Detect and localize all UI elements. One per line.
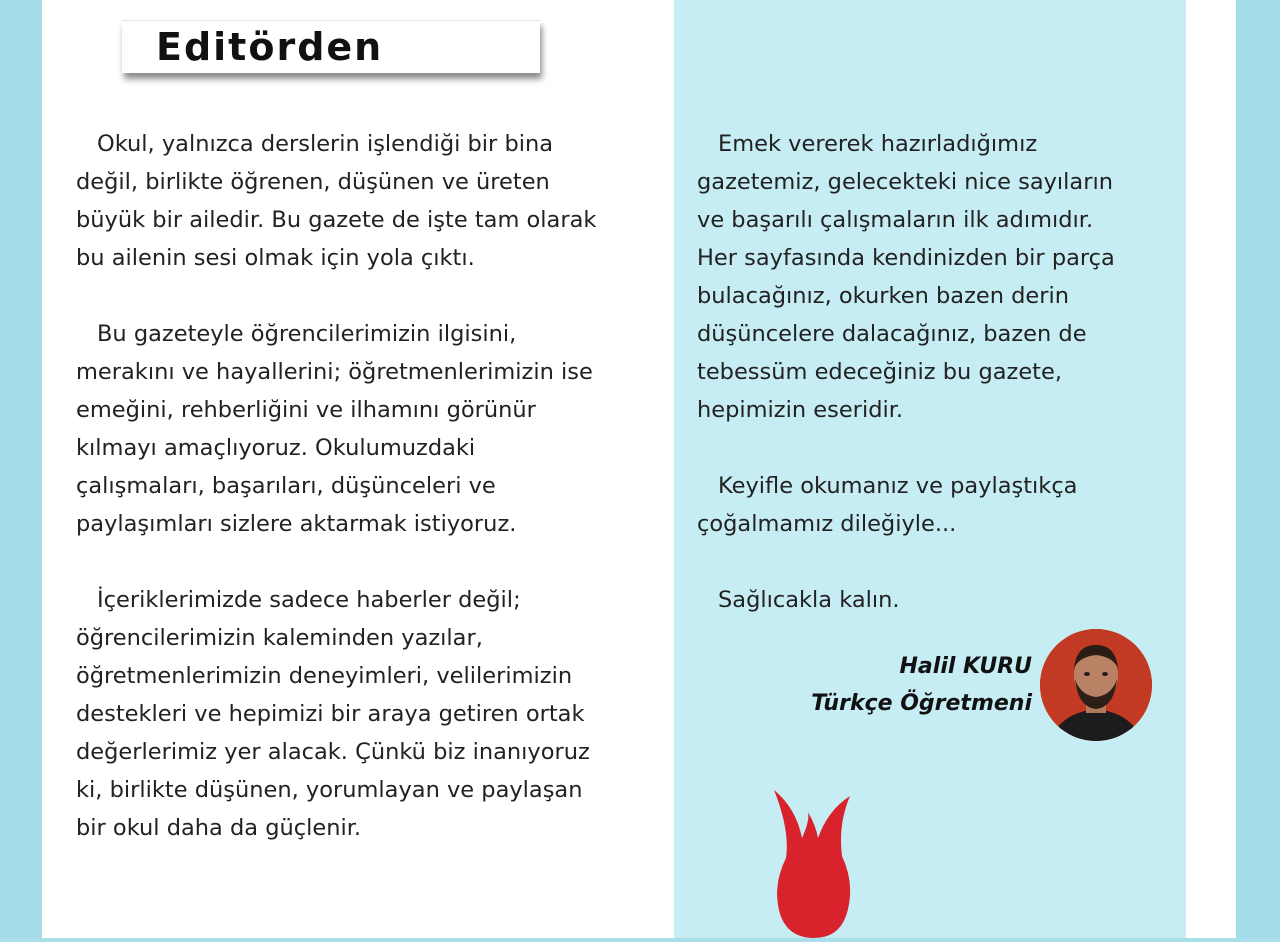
right-text-column (697, 125, 1183, 657)
paragraph: Bu gazeteyle öğrencilerimizin ilgisini, merakını ve hayallerini; öğretmenlerimizin ise emeğini, rehberliğini ve ilhamını görünür kılmayı amaçlıyoruz. Okulumuzdaki çalışmaları, başarıları, düşünceleri ve paylaşımları sizlere aktarmak istiyoruz. (76, 321, 593, 537)
paragraph: Keyifle okumanız ve paylaştıkça çoğalmamız dileğiyle... (697, 473, 1078, 537)
paragraph: Sağlıcakla kalın. (718, 587, 900, 613)
paragraph: Okul, yalnızca derslerin işlendiği bir bina değil, birlikte öğrenen, düşünen ve üreten büyük bir ailedir. Bu gazete de işte tam olarak bu ailenin sesi olmak için yola çıktı. (76, 131, 597, 271)
paragraph: Emek vererek hazırladığımız gazetemiz, gelecekteki nice sayıların ve başarılı çalışmaların ilk adımıdır. Her sayfasında kendinizden bir parça bulacağınız, okurken bazen derin düşüncelere dalacağınız, bazen de tebessüm edeceğiniz bu gazete, hepimizin eseridir. (697, 131, 1115, 423)
paragraph: İçeriklerimizde sadece haberler değil; öğrencilerimizin kaleminden yazılar, öğretmenlerimizin deneyimleri, velilerimizin destekleri ve hepimizi bir araya getiren ortak değerlerimiz yer alacak. Çünkü biz inanıyoruz ki, birlikte düşünen, yorumlayan ve paylaşan bir okul daha da güçlenir. (76, 587, 590, 841)
author-portrait-icon (1040, 629, 1152, 741)
tulip-icon (764, 786, 864, 938)
author-role: Türkçe Öğretmeni (811, 691, 1032, 716)
right-border-strip (1236, 0, 1280, 938)
tulip-ornament (764, 786, 864, 942)
author-name: Halil KURU (899, 654, 1032, 679)
right-margin-strip (1186, 0, 1236, 938)
author-signature (811, 648, 1032, 722)
left-border-strip (0, 0, 42, 938)
author-avatar (1040, 629, 1152, 741)
title-banner (122, 20, 540, 73)
left-text-column (76, 125, 676, 885)
page-title: Editörden (156, 25, 384, 69)
